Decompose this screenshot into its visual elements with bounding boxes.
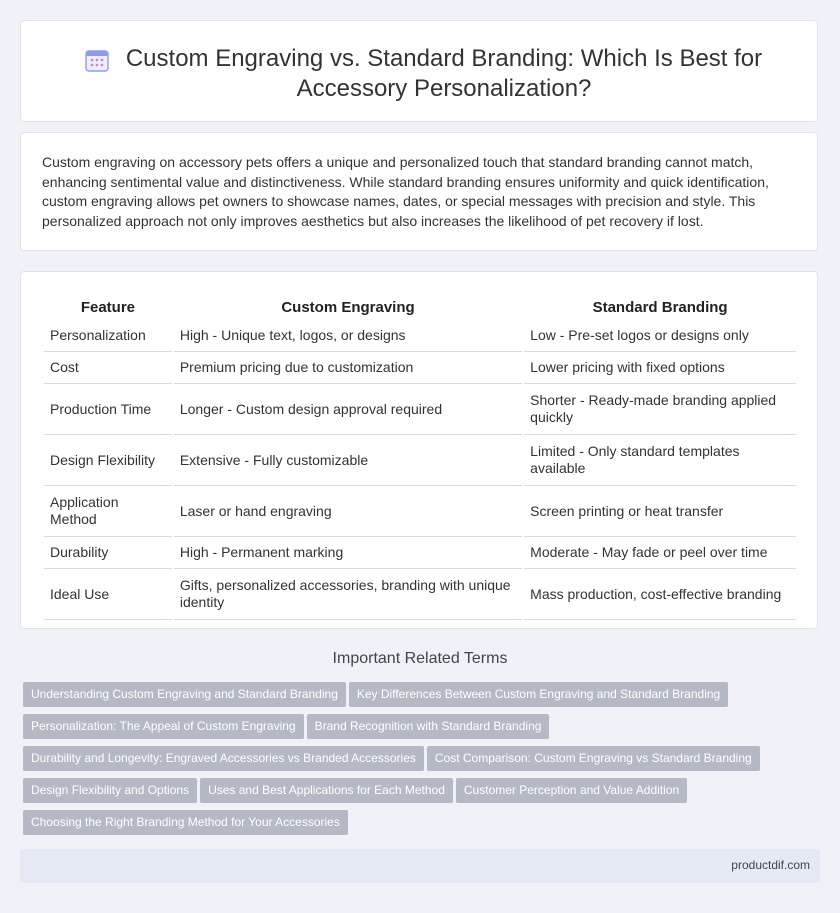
table-row <box>44 435 796 486</box>
related-terms-list <box>23 682 823 842</box>
related-term-link[interactable]: Uses and Best Applications for Each Method <box>200 778 453 803</box>
page-title: Custom Engraving vs. Standard Branding: Which Is Best for Accessory Personalization? <box>125 45 763 102</box>
comparison-table <box>42 294 798 620</box>
title-card <box>20 20 818 122</box>
table-cell: Longer - Custom design approval required <box>174 384 522 435</box>
table-cell: Design Flexibility <box>44 435 172 486</box>
table-row <box>44 320 796 352</box>
table-cell: Premium pricing due to customization <box>174 352 522 384</box>
related-term-link[interactable]: Customer Perception and Value Addition <box>456 778 687 803</box>
related-term-link[interactable]: Brand Recognition with Standard Branding <box>307 714 550 739</box>
related-term-link[interactable]: Key Differences Between Custom Engraving and Standard Branding <box>349 682 728 707</box>
table-row <box>44 486 796 537</box>
column-header: Custom Engraving <box>281 298 415 316</box>
table-cell: Personalization <box>44 320 172 352</box>
related-term-link[interactable]: Choosing the Right Branding Method for Your Accessories <box>23 810 348 835</box>
column-header: Feature <box>80 298 136 316</box>
intro-paragraph: Custom engraving on accessory pets offers a unique and personalized touch that standard branding cannot match, enhancing sentimental value and distinctiveness. While standard branding ensures uniformity and quick identification, custom engraving allows pet owners to showcase names, dates, or special messages with precision and style. This personalized approach not only improves aesthetics but also increases the likelihood of pet recovery if lost. <box>42 154 769 229</box>
related-term-link[interactable]: Design Flexibility and Options <box>23 778 197 803</box>
table-cell: Shorter - Ready-made branding applied quickly <box>524 384 796 435</box>
intro-card <box>20 132 818 251</box>
table-cell: Limited - Only standard templates available <box>524 435 796 486</box>
table-cell: Cost <box>44 352 172 384</box>
table-cell: Gifts, personalized accessories, branding with unique identity <box>174 569 522 620</box>
column-header: Standard Branding <box>592 298 728 316</box>
table-cell: Lower pricing with fixed options <box>524 352 796 384</box>
related-term-link[interactable]: Durability and Longevity: Engraved Accessories vs Branded Accessories <box>23 746 424 771</box>
table-cell: Mass production, cost-effective branding <box>524 569 796 620</box>
table-row <box>44 352 796 384</box>
footer <box>20 849 820 883</box>
table-cell: Laser or hand engraving <box>174 486 522 537</box>
table-cell: Application Method <box>44 486 172 537</box>
table-row <box>44 569 796 620</box>
table-row <box>44 384 796 435</box>
table-cell: High - Permanent marking <box>174 537 522 569</box>
related-term-link[interactable]: Understanding Custom Engraving and Standard Branding <box>23 682 346 707</box>
table-cell: Ideal Use <box>44 569 172 620</box>
table-cell: Durability <box>44 537 172 569</box>
table-cell: Low - Pre-set logos or designs only <box>524 320 796 352</box>
table-cell: Moderate - May fade or peel over time <box>524 537 796 569</box>
related-term-link[interactable]: Personalization: The Appeal of Custom Engraving <box>23 714 304 739</box>
calendar-icon <box>85 48 109 72</box>
related-term-link[interactable]: Cost Comparison: Custom Engraving vs Standard Branding <box>427 746 760 771</box>
table-header-row <box>44 294 796 320</box>
table-cell: High - Unique text, logos, or designs <box>174 320 522 352</box>
related-terms-heading: Important Related Terms <box>332 650 508 667</box>
table-cell: Screen printing or heat transfer <box>524 486 796 537</box>
comparison-card <box>20 271 818 629</box>
table-row <box>44 537 796 569</box>
table-cell: Production Time <box>44 384 172 435</box>
table-cell: Extensive - Fully customizable <box>174 435 522 486</box>
footer-site-link[interactable]: productdif.com <box>731 858 810 872</box>
